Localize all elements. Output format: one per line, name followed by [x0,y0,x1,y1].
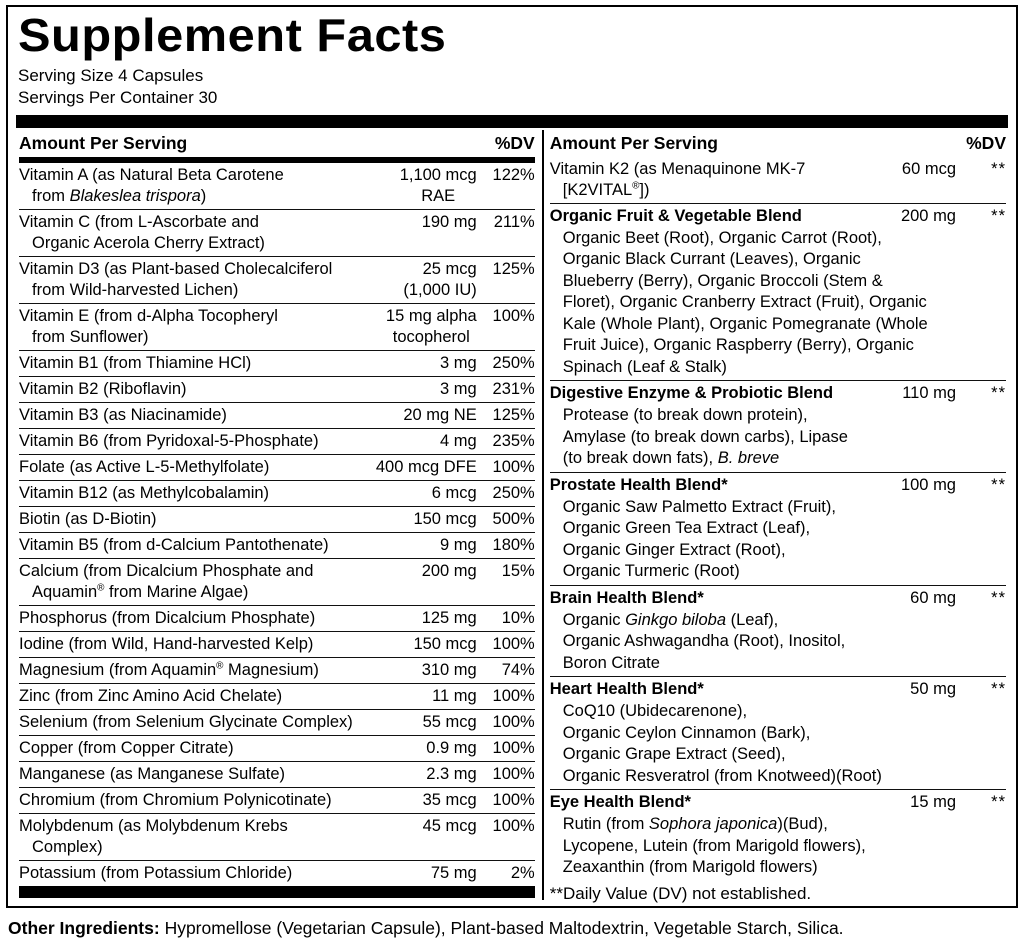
ingredient-name: Potassium (from Potassium Chloride) [19,864,293,883]
table-row [19,787,535,813]
ingredient-name: Vitamin C (from L-Ascorbate and Organic Acerola Cherry Extract) [19,213,265,253]
ingredient-dv: 15% [501,562,535,581]
ingredient-amount: 150 mcg [413,635,477,654]
ingredient-dv: 10% [501,609,535,628]
ingredient-dv: 500% [492,510,535,529]
ingredient-amount: 4 mg [440,432,477,451]
column-header-amount: Amount Per Serving [549,132,718,153]
table-row [19,605,535,631]
facts-column-left [16,130,544,900]
supplement-facts-panel [6,5,1018,908]
ingredient-amount: 20 mg NE [403,406,477,425]
ingredient-amount: 25 mcg (1,000 IU) [403,260,477,300]
column-header-dv: %DV [966,132,1006,153]
ingredient-amount: 110 mg [902,384,956,403]
ingredient-name: Vitamin B3 (as Niacinamide) [19,406,227,425]
ingredient-description: Organic Beet (Root), Organic Carrot (Root), Organic Black Currant (Leaves), Organic Blueberry (Berry), Organic Broccoli (Stem & Floret), Organic Cranberry Extract (Fruit), Organic Kale (Whole Plant), Organic Pomegranate (Whole Fruit Juice), Organic Raspberry (Berry), Organic Spinach (Leaf & Stalk) [562,228,928,376]
table-row [19,350,535,376]
servings-per-container: Servings Per Container 30 [18,87,218,107]
ingredient-dv: 250% [492,354,535,373]
ingredient-dv: 100% [492,791,535,810]
ingredient-amount: 60 mcg [901,159,956,178]
ingredient-name: Vitamin B5 (from d-Calcium Pantothenate) [19,536,329,555]
ingredient-amount: 60 mg [910,588,956,607]
ingredient-name: Organic Fruit & Vegetable Blend [549,206,802,225]
ingredient-name: Vitamin B2 (Riboflavin) [19,380,187,399]
table-row [550,585,1006,677]
table-row [19,558,535,605]
ingredient-dv: 100% [492,458,535,477]
ingredient-name: Copper (from Copper Citrate) [19,739,234,758]
ingredient-amount: 3 mg [440,380,477,399]
ingredient-name: Vitamin D3 (as Plant-based Cholecalciferol from Wild-harvested Lichen) [19,260,333,300]
ingredient-amount: 310 mg [421,661,477,680]
ingredient-dv: ** [991,206,1006,225]
facts-columns [16,130,1008,903]
ingredient-name: Digestive Enzyme & Probiotic Blend [549,384,834,403]
ingredient-description: Organic Ginkgo biloba (Leaf), Organic Ashwagandha (Root), Inositol, Boron Citrate [562,610,846,672]
ingredient-amount: 50 mg [910,680,956,699]
ingredient-name: Vitamin A (as Natural Beta Carotene from Blakeslea trispora) [19,166,284,206]
ingredient-dv: 2% [510,864,535,883]
ingredient-name: Calcium (from Dicalcium Phosphate and Aquamin® from Marine Algae) [19,562,314,602]
table-row [19,256,535,303]
ingredient-dv: 100% [492,635,535,654]
ingredient-dv: 125% [492,406,535,425]
table-row [19,209,535,256]
ingredient-name: Brain Health Blend* [549,588,704,607]
table-row [550,789,1006,881]
serving-size: Serving Size 4 Capsules [18,65,204,85]
ingredient-dv: 100% [492,687,535,706]
ingredient-name: Vitamin B6 (from Pyridoxal-5-Phosphate) [19,432,319,451]
table-row [550,676,1006,789]
ingredient-dv: 211% [493,213,535,232]
panel-title: Supplement Facts [18,9,447,61]
ingredient-amount: 11 mg [432,687,477,706]
ingredient-name: Molybdenum (as Molybdenum Krebs Complex) [19,817,288,857]
ingredient-name: Selenium (from Selenium Glycinate Complex) [19,713,353,732]
left-table-rows [19,163,535,886]
ingredient-name: Chromium (from Chromium Polynicotinate) [19,791,332,810]
ingredient-dv: ** [991,475,1006,494]
ingredient-amount: 125 mg [421,609,477,628]
other-ingredients-text: Hypromellose (Vegetarian Capsule), Plant-based Maltodextrin, Vegetable Starch, Silica. [164,918,844,938]
ingredient-dv: ** [991,384,1006,403]
ingredient-amount: 15 mg alpha tocopherol [385,307,477,347]
table-row [19,860,535,886]
ingredient-name: Heart Health Blend* [549,680,704,699]
ingredient-amount: 45 mcg [422,817,477,836]
table-row [19,376,535,402]
table-row [19,709,535,735]
ingredient-name: Iodine (from Wild, Hand-harvested Kelp) [19,635,314,654]
column-footer-bar-left [19,886,535,898]
ingredient-amount: 0.9 mg [426,739,477,758]
ingredient-amount: 3 mg [440,354,477,373]
ingredient-name: Vitamin B12 (as Methylcobalamin) [19,484,270,503]
table-row [550,472,1006,585]
table-row [550,380,1006,472]
ingredient-dv: 180% [492,536,535,555]
ingredient-dv: ** [991,588,1006,607]
ingredient-dv: ** [991,680,1006,699]
other-ingredients-label: Other Ingredients: [8,918,160,938]
table-row [19,480,535,506]
ingredient-description: Protease (to break down protein), Amylase (to break down carbs), Lipase (to break down fats), B. breve [562,406,848,468]
dv-footnote: **Daily Value (DV) not established. [549,883,812,903]
ingredient-dv: 122% [492,166,535,185]
table-row [19,163,535,209]
ingredient-dv: ** [991,793,1006,812]
ingredient-amount: 2.3 mg [426,765,477,784]
ingredient-name: Vitamin B1 (from Thiamine HCl) [19,354,252,373]
ingredient-dv: 235% [492,432,535,451]
table-row [19,454,535,480]
ingredient-dv: 100% [492,739,535,758]
ingredient-dv: 125% [492,260,535,279]
ingredient-name: Folate (as Active L-5-Methylfolate) [19,458,270,477]
column-header-right [550,130,1006,156]
table-row [19,428,535,454]
ingredient-name: Zinc (from Zinc Amino Acid Chelate) [19,687,283,706]
ingredient-amount: 200 mg [421,562,477,581]
ingredient-description: CoQ10 (Ubidecarenone), Organic Ceylon Cinnamon (Bark), Organic Grape Extract (Seed), Organic Resveratrol (from Knotweed)(Root) [562,702,882,785]
ingredient-description: Organic Saw Palmetto Extract (Fruit), Organic Green Tea Extract (Leaf), Organic Ginger Extract (Root), Organic Turmeric (Root) [562,497,836,581]
table-row [19,761,535,787]
other-ingredients [8,918,1016,939]
ingredient-amount: 400 mcg DFE [375,458,477,477]
ingredient-amount: 200 mg [900,206,956,225]
separator-bar-top [16,115,1008,128]
table-row [19,813,535,860]
ingredient-name: Eye Health Blend* [549,793,691,812]
ingredient-dv: 100% [492,817,535,836]
ingredient-amount: 100 mg [900,475,956,494]
ingredient-dv: 100% [492,307,535,326]
ingredient-name: Vitamin E (from d-Alpha Tocopheryl from Sunflower) [19,307,278,347]
ingredient-name: Biotin (as D-Biotin) [19,510,157,529]
ingredient-dv: ** [991,159,1006,178]
ingredient-amount: 150 mcg [413,510,477,529]
ingredient-amount: 9 mg [440,536,477,555]
ingredient-amount: 190 mg [421,213,477,232]
ingredient-dv: 74% [501,661,535,680]
table-row [19,303,535,350]
table-row [19,657,535,683]
right-table-rows [550,157,1006,881]
facts-column-right [544,130,1008,903]
table-row [19,683,535,709]
ingredient-dv: 100% [492,713,535,732]
table-row [19,402,535,428]
ingredient-amount: 35 mcg [422,791,477,810]
ingredient-dv: 100% [492,765,535,784]
table-row [550,157,1006,203]
ingredient-name: Prostate Health Blend* [549,475,728,494]
column-header-left [19,130,535,156]
ingredient-amount: 75 mg [430,864,477,883]
ingredient-description: Rutin (from Sophora japonica)(Bud), Lycopene, Lutein (from Marigold flowers), Zeaxanthin (from Marigold flowers) [562,815,866,877]
column-header-dv: %DV [494,132,535,153]
ingredient-name: Phosphorus (from Dicalcium Phosphate) [19,609,316,628]
table-row [19,735,535,761]
ingredient-name: Manganese (as Manganese Sulfate) [19,765,285,784]
ingredient-name: Vitamin K2 (as Menaquinone MK-7 [K2VITAL®]) [549,159,806,199]
ingredient-amount: 6 mcg [431,484,477,503]
ingredient-dv: 250% [492,484,535,503]
table-row [19,506,535,532]
ingredient-amount: 55 mcg [422,713,477,732]
table-row [19,532,535,558]
ingredient-amount: 15 mg [910,793,956,812]
table-row [19,631,535,657]
ingredient-dv: 231% [492,380,535,399]
column-header-amount: Amount Per Serving [19,132,188,153]
ingredient-name: Magnesium (from Aquamin® Magnesium) [19,660,319,680]
table-row [550,203,1006,381]
ingredient-amount: 1,100 mcg RAE [399,166,477,206]
